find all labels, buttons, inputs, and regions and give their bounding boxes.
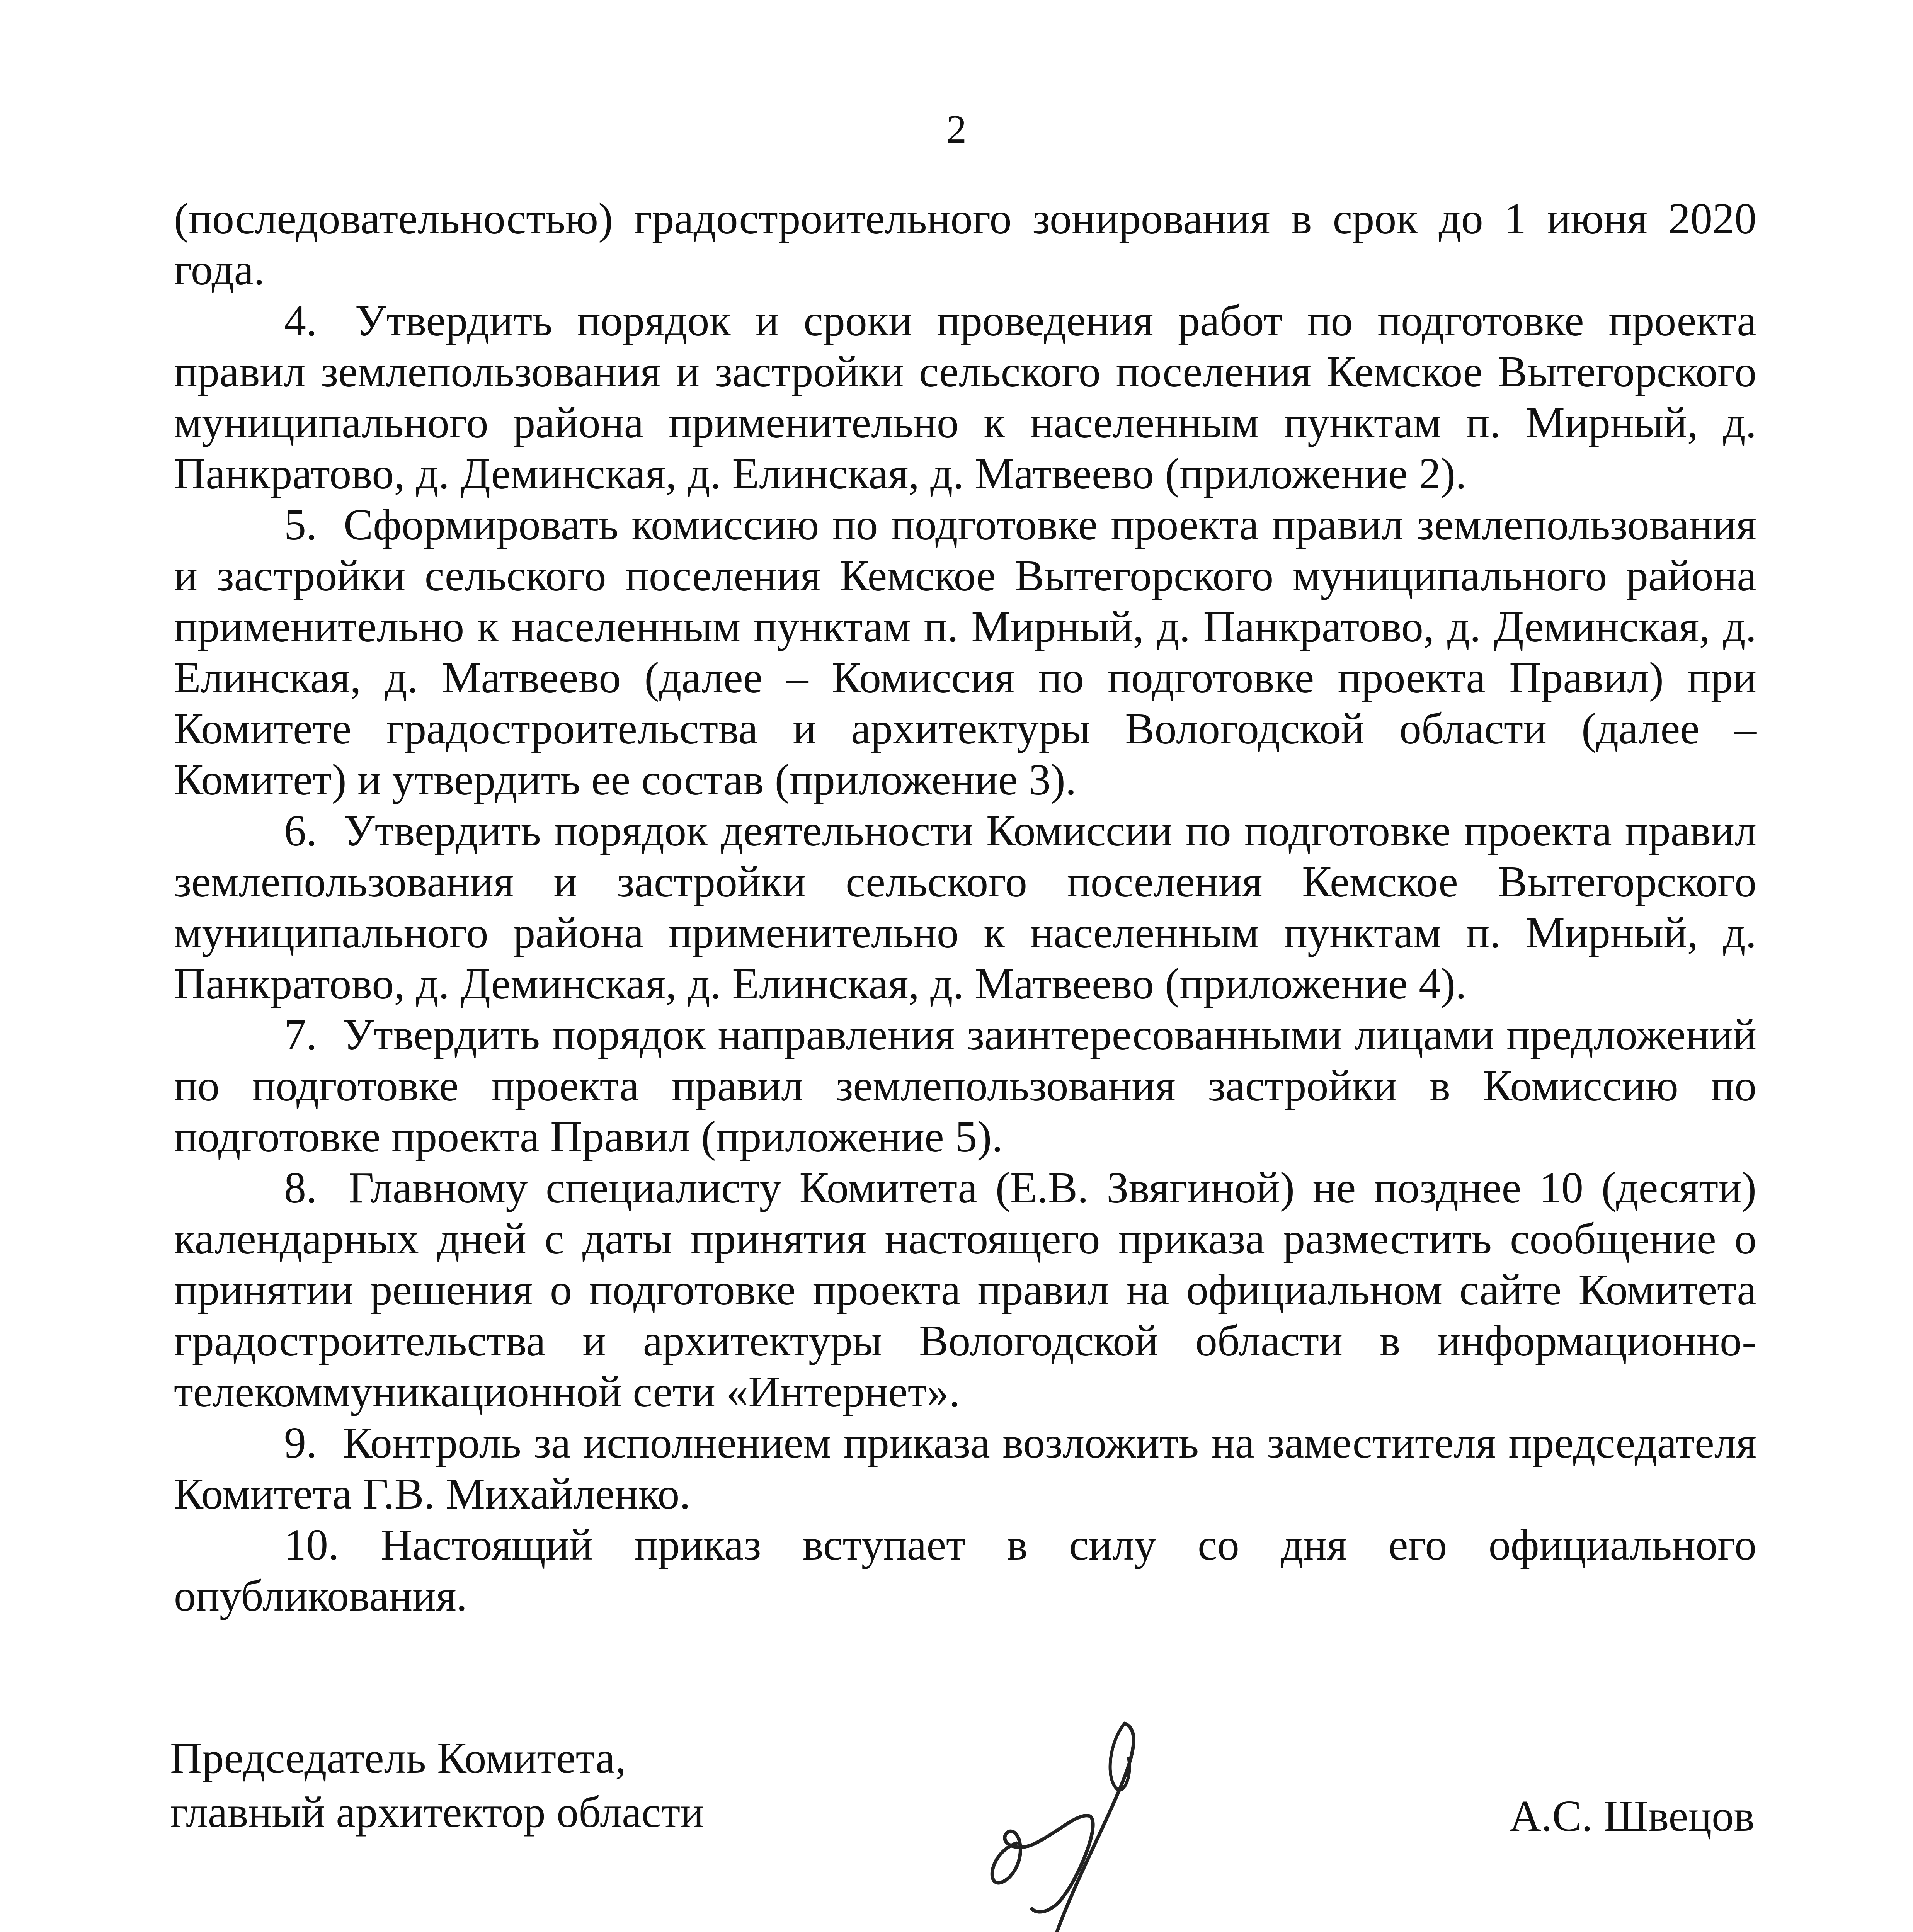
item-text: Главному специалисту Комитета (Е.В. Звягиной) не позднее 10 (десяти) календарных дней с даты принятия настоящего приказа разместить сообщение о принятии решения о подготовке проекта правил на официальном сайте Комитета градостроительства и архитектуры Вологодской области в информационно-телекоммуникационной сети «Интернет». [174,1163,1756,1416]
position-line-2: главный архитектор области [170,1787,704,1837]
list-item [174,805,1756,1009]
handwritten-signature [962,1716,1233,1932]
item-text: Настоящий приказ вступает в силу со дня его официального опубликования. [174,1520,1756,1620]
position-line-1: Председатель Комитета, [170,1733,626,1782]
item-text: Контроль за исполнением приказа возложить на заместителя председателя Комитета Г.В. Михайленко. [174,1418,1756,1518]
item-number: 5. [284,500,317,549]
list-item [174,1519,1756,1621]
item-number: 9. [284,1418,317,1467]
signature-block [170,1731,1755,1932]
document-body [174,193,1756,1621]
list-item [174,499,1756,805]
item-text: Утвердить порядок направления заинтересованными лицами предложений по подготовке проекта правил землепользования застройки в Комиссию по подготовке проекта Правил (приложение 5). [174,1010,1756,1161]
item-number: 4. [284,296,317,345]
page-number: 2 [946,107,967,151]
item-text: Утвердить порядок деятельности Комиссии по подготовке проекта правил землепользования и застройки сельского поселения Кемское Вытегорского муниципального района применительно к населенным пунктам п. Мирный, д. Панкратово, д. Деминская, д. Елинская, д. Матвеево (приложение 4). [174,806,1756,1008]
item-text: Сформировать комиссию по подготовке проекта правил землепользования и застройки сельского поселения Кемское Вытегорского муниципального района применительно к населенным пунктам п. Мирный, д. Панкратово, д. Деминская, д. Елинская, д. Матвеево (далее – Комиссия по подготовке проекта Правил) при Комитете градостроительства и архитектуры Вологодской области (далее – Комитет) и утвердить ее состав (приложение 3). [174,500,1756,804]
signatory-name: А.С. Швецов [1509,1791,1755,1840]
item-number: 7. [284,1010,317,1059]
item-number: 6. [284,806,317,855]
item-text: Утвердить порядок и сроки проведения работ по подготовке проекта правил землепользования и застройки сельского поселения Кемское Вытегорского муниципального района применительно к населенным пунктам п. Мирный, д. Панкратово, д. Деминская, д. Елинская, д. Матвеево (приложение 2). [174,296,1756,498]
list-item [174,1417,1756,1519]
list-item [174,1009,1756,1162]
list-item [174,295,1756,499]
item-number: 10. [284,1520,339,1569]
list-item [174,1162,1756,1417]
signatory-position [170,1731,704,1839]
intro-paragraph: (последовательностью) градостроительного зонирования в срок до 1 июня 2020 года. [174,194,1756,294]
item-number: 8. [284,1163,317,1212]
